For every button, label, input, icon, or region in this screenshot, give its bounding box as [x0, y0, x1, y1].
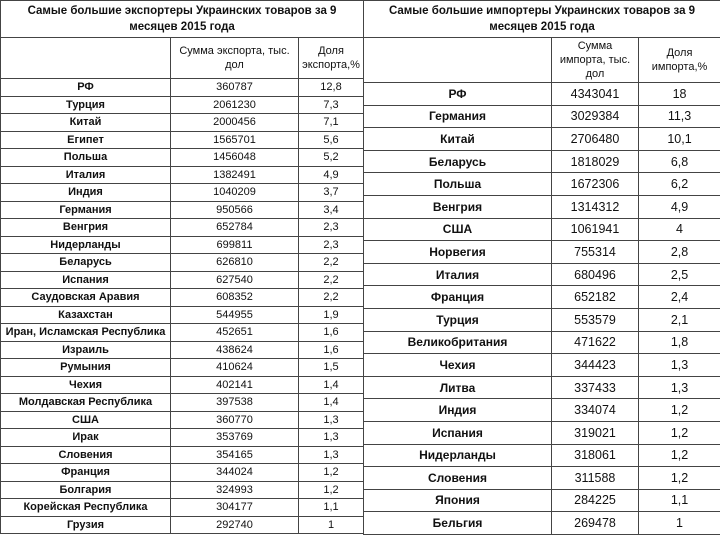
- exporters-row: [1, 464, 364, 482]
- importers-row: [364, 331, 720, 354]
- exporters-sum-cell: 1565701: [171, 131, 299, 149]
- importers-sum-cell: 471622: [552, 331, 639, 354]
- exporters-share-cell: 2,2: [299, 271, 364, 289]
- importers-sum-cell: 319021: [552, 421, 639, 444]
- exporters-country-cell: Германия: [1, 201, 171, 219]
- exporters-sum-cell: 652784: [171, 219, 299, 237]
- importers-row: [364, 105, 720, 128]
- exporters-sum-cell: 1456048: [171, 149, 299, 167]
- importers-country-cell: Нидерланды: [364, 444, 552, 467]
- exporters-sum-cell: 2061230: [171, 96, 299, 114]
- exporters-share-cell: 2,2: [299, 289, 364, 307]
- importers-sum-cell: 337433: [552, 376, 639, 399]
- exporters-row: [1, 376, 364, 394]
- exporters-share-cell: 2,3: [299, 219, 364, 237]
- importers-country-cell: США: [364, 218, 552, 241]
- importers-row: [364, 421, 720, 444]
- importers-share-cell: 18: [639, 83, 720, 106]
- exporters-sum-cell: 344024: [171, 464, 299, 482]
- importers-row: [364, 150, 720, 173]
- importers-row: [364, 195, 720, 218]
- exporters-share-cell: 2,3: [299, 236, 364, 254]
- importers-sum-cell: 311588: [552, 467, 639, 490]
- importers-row: [364, 241, 720, 264]
- exporters-country-cell: США: [1, 411, 171, 429]
- exporters-share-cell: 1,6: [299, 324, 364, 342]
- importers-sum-cell: 1314312: [552, 195, 639, 218]
- importers-sum-cell: 3029384: [552, 105, 639, 128]
- importers-share-header: Доля импорта,%: [639, 38, 720, 83]
- importers-table: [363, 0, 720, 535]
- exporters-sum-cell: 608352: [171, 289, 299, 307]
- exporters-country-cell: Саудовская Аравия: [1, 289, 171, 307]
- importers-sum-cell: 1818029: [552, 150, 639, 173]
- importers-share-cell: 1,3: [639, 354, 720, 377]
- importers-share-cell: 6,2: [639, 173, 720, 196]
- exporters-country-cell: Испания: [1, 271, 171, 289]
- importers-share-cell: 1,8: [639, 331, 720, 354]
- importers-sum-cell: 652182: [552, 286, 639, 309]
- exporters-row: [1, 184, 364, 202]
- importers-row: [364, 444, 720, 467]
- exporters-row: [1, 499, 364, 517]
- exporters-row: [1, 131, 364, 149]
- importers-share-cell: 2,5: [639, 263, 720, 286]
- importers-body: [364, 83, 720, 535]
- exporters-share-cell: 1,9: [299, 306, 364, 324]
- exporters-sum-cell: 438624: [171, 341, 299, 359]
- exporters-share-cell: 12,8: [299, 79, 364, 97]
- importers-row: [364, 512, 720, 535]
- exporters-country-cell: Венгрия: [1, 219, 171, 237]
- exporters-row: [1, 114, 364, 132]
- importers-country-cell: Турция: [364, 308, 552, 331]
- exporters-sum-cell: 627540: [171, 271, 299, 289]
- importers-sum-cell: 284225: [552, 489, 639, 512]
- exporters-share-cell: 5,2: [299, 149, 364, 167]
- exporters-row: [1, 219, 364, 237]
- exporters-country-cell: Израиль: [1, 341, 171, 359]
- importers-country-cell: Япония: [364, 489, 552, 512]
- exporters-country-header: [1, 38, 171, 79]
- exporters-country-cell: Индия: [1, 184, 171, 202]
- importers-country-cell: Германия: [364, 105, 552, 128]
- importers-sum-cell: 1061941: [552, 218, 639, 241]
- exporters-share-cell: 3,4: [299, 201, 364, 219]
- exporters-row: [1, 324, 364, 342]
- importers-share-cell: 1,2: [639, 444, 720, 467]
- exporters-country-cell: Турция: [1, 96, 171, 114]
- importers-row: [364, 399, 720, 422]
- importers-country-cell: Норвегия: [364, 241, 552, 264]
- importers-sum-cell: 4343041: [552, 83, 639, 106]
- importers-row: [364, 354, 720, 377]
- importers-row: [364, 489, 720, 512]
- exporters-country-cell: Чехия: [1, 376, 171, 394]
- exporters-sum-cell: 410624: [171, 359, 299, 377]
- importers-row: [364, 173, 720, 196]
- exporters-share-cell: 1,3: [299, 429, 364, 447]
- importers-country-cell: РФ: [364, 83, 552, 106]
- importers-share-cell: 1: [639, 512, 720, 535]
- exporters-country-cell: Нидерланды: [1, 236, 171, 254]
- importers-share-cell: 1,3: [639, 376, 720, 399]
- exporters-share-cell: 5,6: [299, 131, 364, 149]
- exporters-share-cell: 1,4: [299, 394, 364, 412]
- exporters-sum-cell: 353769: [171, 429, 299, 447]
- importers-share-cell: 2,8: [639, 241, 720, 264]
- exporters-country-cell: Казахстан: [1, 306, 171, 324]
- exporters-row: [1, 289, 364, 307]
- exporters-row: [1, 446, 364, 464]
- exporters-share-cell: 2,2: [299, 254, 364, 272]
- importers-sum-cell: 1672306: [552, 173, 639, 196]
- exporters-share-cell: 1,5: [299, 359, 364, 377]
- importers-share-cell: 2,4: [639, 286, 720, 309]
- importers-share-cell: 4: [639, 218, 720, 241]
- exporters-sum-cell: 304177: [171, 499, 299, 517]
- exporters-country-cell: РФ: [1, 79, 171, 97]
- importers-share-cell: 11,3: [639, 105, 720, 128]
- exporters-row: [1, 341, 364, 359]
- exporters-country-cell: Беларусь: [1, 254, 171, 272]
- importers-sum-cell: 318061: [552, 444, 639, 467]
- importers-sum-cell: 755314: [552, 241, 639, 264]
- importers-row: [364, 128, 720, 151]
- exporters-country-cell: Болгария: [1, 481, 171, 499]
- importers-share-cell: 2,1: [639, 308, 720, 331]
- exporters-sum-cell: 397538: [171, 394, 299, 412]
- exporters-share-header: Доля экспорта,%: [299, 38, 364, 79]
- exporters-country-cell: Китай: [1, 114, 171, 132]
- exporters-row: [1, 429, 364, 447]
- exporters-country-cell: Румыния: [1, 359, 171, 377]
- importers-share-cell: 1,2: [639, 399, 720, 422]
- exporters-country-cell: Франция: [1, 464, 171, 482]
- importers-row: [364, 83, 720, 106]
- exporters-row: [1, 271, 364, 289]
- exporters-sum-cell: 544955: [171, 306, 299, 324]
- exporters-country-cell: Италия: [1, 166, 171, 184]
- importers-country-cell: Китай: [364, 128, 552, 151]
- importers-row: [364, 467, 720, 490]
- exporters-country-cell: Грузия: [1, 516, 171, 534]
- exporters-share-cell: 3,7: [299, 184, 364, 202]
- exporters-row: [1, 96, 364, 114]
- exporters-sum-cell: 360787: [171, 79, 299, 97]
- exporters-share-cell: 1,1: [299, 499, 364, 517]
- exporters-body: [1, 79, 364, 534]
- importers-row: [364, 263, 720, 286]
- exporters-share-cell: 1,2: [299, 464, 364, 482]
- importers-sum-cell: 2706480: [552, 128, 639, 151]
- exporters-title: Самые большие экспортеры Украинских товаров за 9 месяцев 2015 года: [1, 1, 364, 38]
- exporters-share-cell: 1,3: [299, 411, 364, 429]
- exporters-share-cell: 7,3: [299, 96, 364, 114]
- importers-sum-header: Сумма импорта, тыс. дол: [552, 38, 639, 83]
- importers-row: [364, 218, 720, 241]
- exporters-sum-cell: 626810: [171, 254, 299, 272]
- exporters-sum-cell: 2000456: [171, 114, 299, 132]
- importers-share-cell: 10,1: [639, 128, 720, 151]
- exporters-row: [1, 306, 364, 324]
- importers-country-cell: Польша: [364, 173, 552, 196]
- exporters-country-cell: Иран, Исламская Республика: [1, 324, 171, 342]
- exporters-sum-cell: 699811: [171, 236, 299, 254]
- exporters-country-cell: Египет: [1, 131, 171, 149]
- importers-sum-cell: 553579: [552, 308, 639, 331]
- importers-share-cell: 4,9: [639, 195, 720, 218]
- exporters-country-cell: Ирак: [1, 429, 171, 447]
- exporters-share-cell: 1,4: [299, 376, 364, 394]
- exporters-sum-cell: 292740: [171, 516, 299, 534]
- exporters-row: [1, 149, 364, 167]
- exporters-sum-cell: 1040209: [171, 184, 299, 202]
- exporters-sum-cell: 950566: [171, 201, 299, 219]
- importers-country-header: [364, 38, 552, 83]
- importers-row: [364, 286, 720, 309]
- exporters-sum-cell: 1382491: [171, 166, 299, 184]
- exporters-share-cell: 7,1: [299, 114, 364, 132]
- importers-country-cell: Словения: [364, 467, 552, 490]
- importers-share-cell: 1,2: [639, 467, 720, 490]
- exporters-country-cell: Словения: [1, 446, 171, 464]
- importers-country-cell: Литва: [364, 376, 552, 399]
- exporters-row: [1, 516, 364, 534]
- exporters-row: [1, 236, 364, 254]
- importers-share-cell: 1,2: [639, 421, 720, 444]
- importers-sum-cell: 269478: [552, 512, 639, 535]
- importers-share-cell: 6,8: [639, 150, 720, 173]
- exporters-sum-header: Сумма экспорта, тыс. дол: [171, 38, 299, 79]
- importers-title: Самые большие импортеры Украинских товаров за 9 месяцев 2015 года: [364, 1, 720, 38]
- exporters-row: [1, 411, 364, 429]
- exporters-country-cell: Молдавская Республика: [1, 394, 171, 412]
- exporters-share-cell: 1,2: [299, 481, 364, 499]
- importers-country-cell: Беларусь: [364, 150, 552, 173]
- exporters-sum-cell: 354165: [171, 446, 299, 464]
- exporters-share-cell: 1,3: [299, 446, 364, 464]
- exporters-sum-cell: 452651: [171, 324, 299, 342]
- exporters-row: [1, 166, 364, 184]
- exporters-row: [1, 254, 364, 272]
- importers-country-cell: Чехия: [364, 354, 552, 377]
- importers-share-cell: 1,1: [639, 489, 720, 512]
- importers-country-cell: Испания: [364, 421, 552, 444]
- exporters-country-cell: Польша: [1, 149, 171, 167]
- exporters-sum-cell: 360770: [171, 411, 299, 429]
- exporters-row: [1, 359, 364, 377]
- importers-country-cell: Франция: [364, 286, 552, 309]
- exporters-sum-cell: 324993: [171, 481, 299, 499]
- importers-row: [364, 308, 720, 331]
- importers-country-cell: Бельгия: [364, 512, 552, 535]
- importers-country-cell: Венгрия: [364, 195, 552, 218]
- importers-sum-cell: 334074: [552, 399, 639, 422]
- exporters-row: [1, 394, 364, 412]
- importers-country-cell: Италия: [364, 263, 552, 286]
- exporters-share-cell: 1,6: [299, 341, 364, 359]
- importers-row: [364, 376, 720, 399]
- exporters-table: [0, 0, 364, 534]
- exporters-row: [1, 481, 364, 499]
- importers-sum-cell: 344423: [552, 354, 639, 377]
- importers-country-cell: Великобритания: [364, 331, 552, 354]
- exporters-share-cell: 1: [299, 516, 364, 534]
- exporters-row: [1, 201, 364, 219]
- importers-sum-cell: 680496: [552, 263, 639, 286]
- exporters-country-cell: Корейская Республика: [1, 499, 171, 517]
- exporters-sum-cell: 402141: [171, 376, 299, 394]
- exporters-share-cell: 4,9: [299, 166, 364, 184]
- importers-country-cell: Индия: [364, 399, 552, 422]
- exporters-row: [1, 79, 364, 97]
